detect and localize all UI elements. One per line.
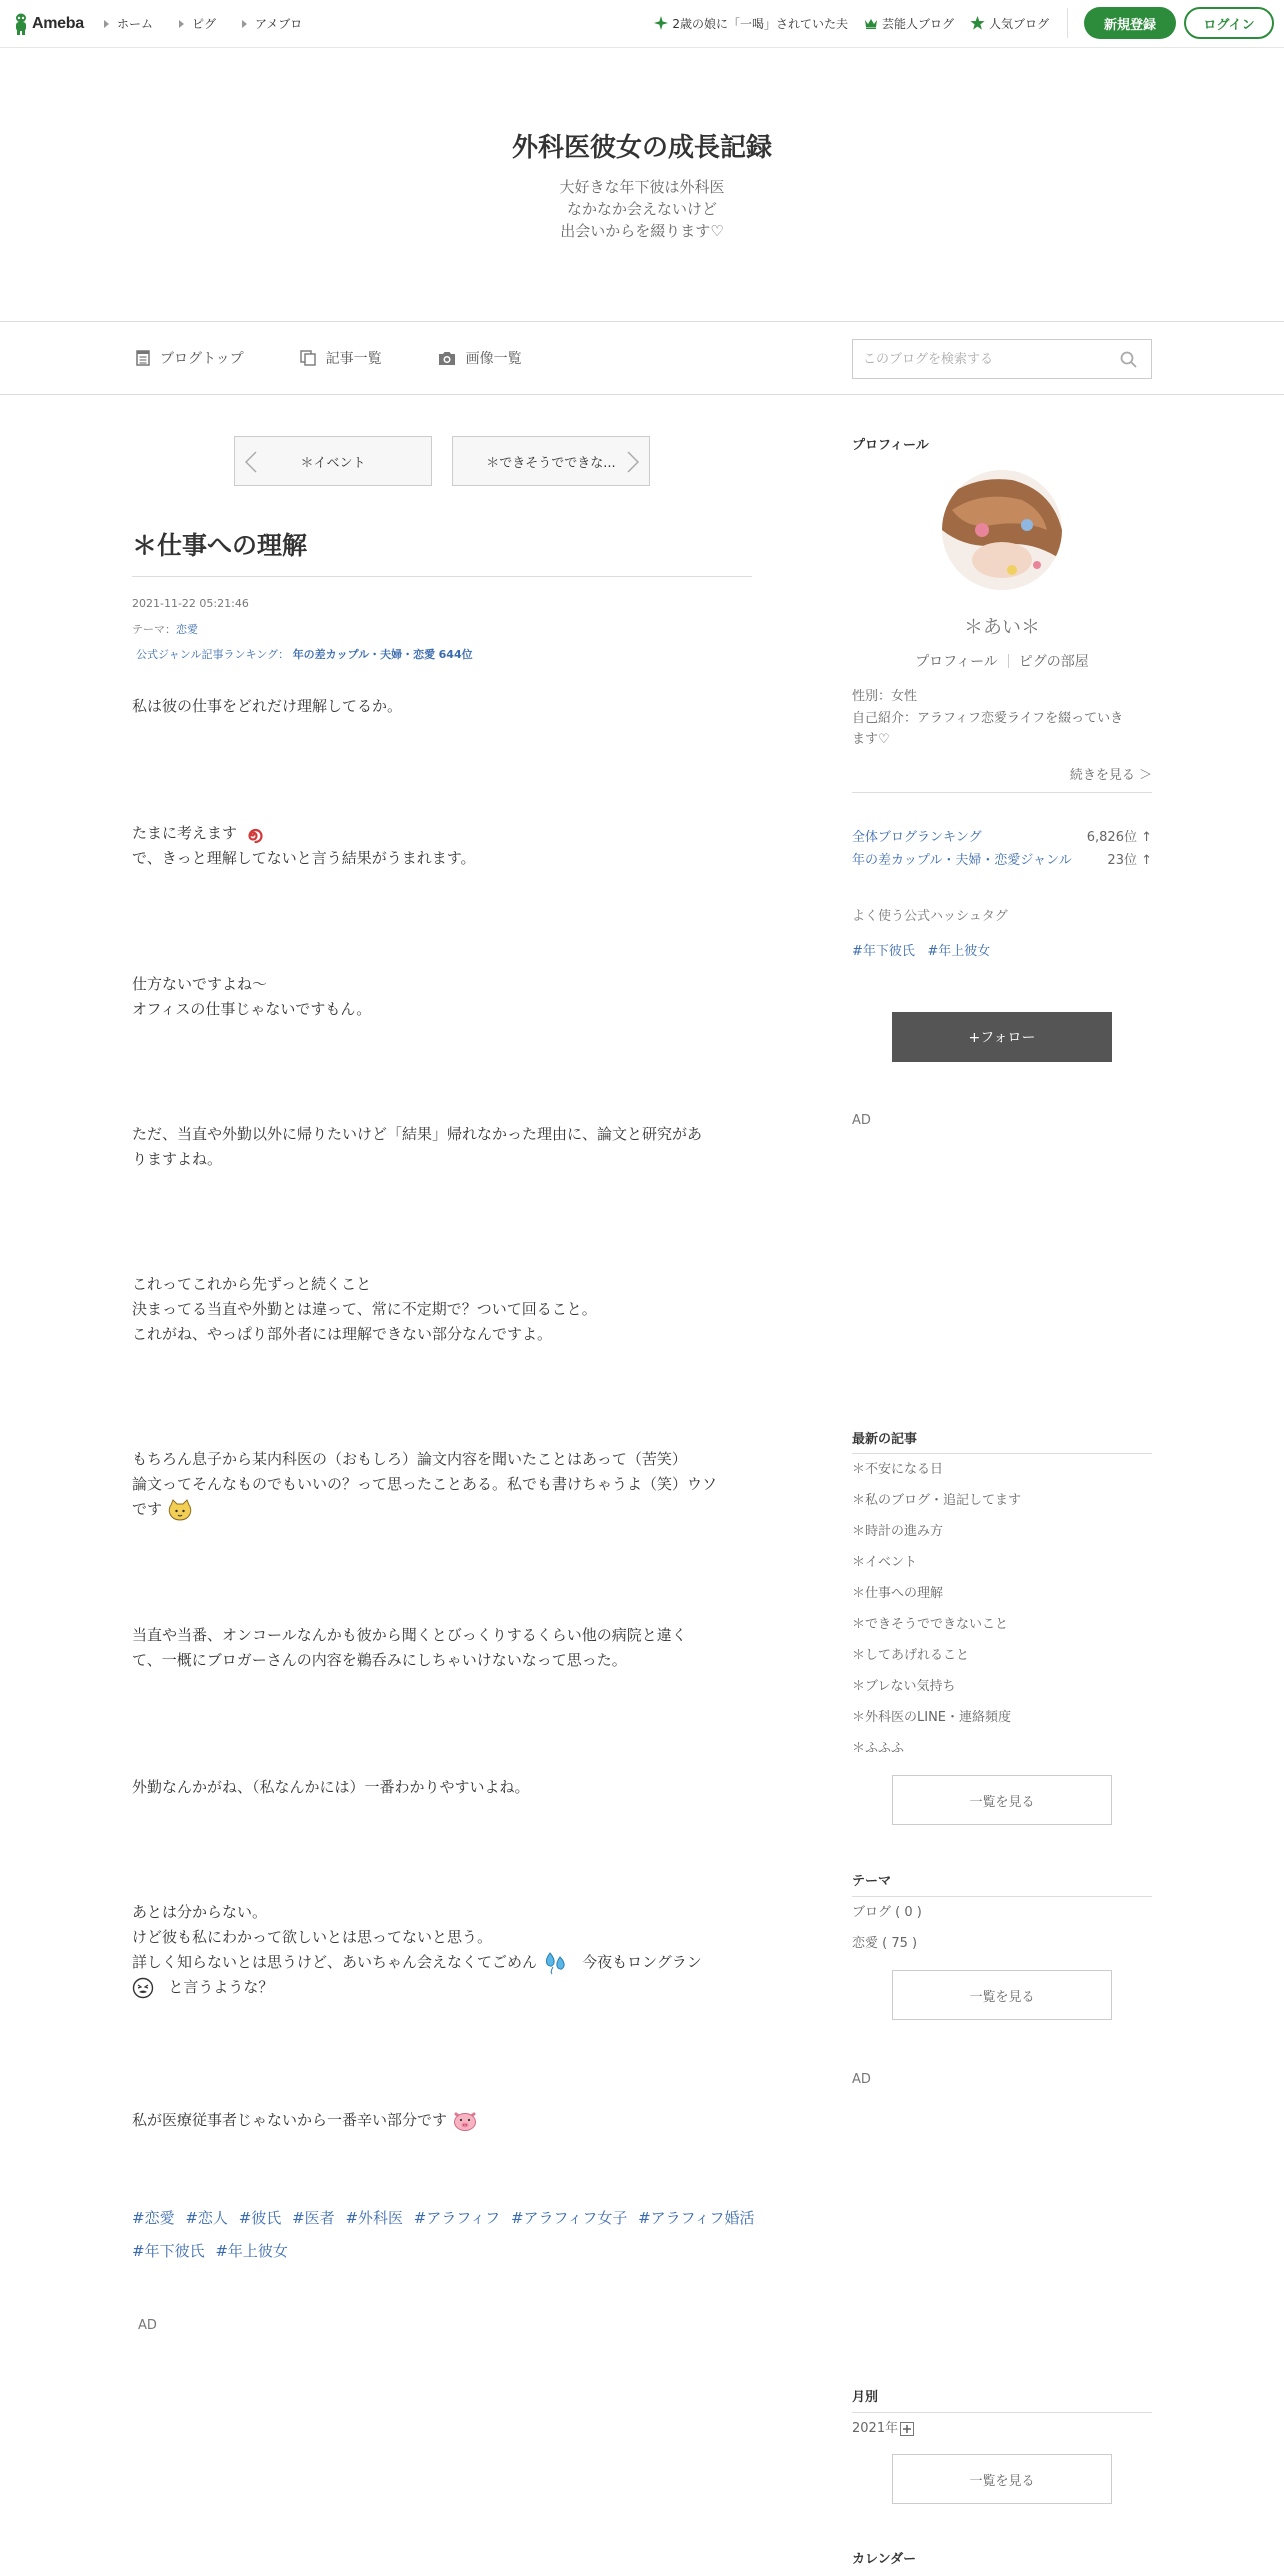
read-more-link[interactable]: 続きを見る ＞ <box>1069 768 1152 783</box>
blog-description: 大好きな年下彼は外科医 なかなか会えないけど 出会いからを綴ります♡ <box>559 178 725 240</box>
global-nav-right <box>654 7 1274 39</box>
camera-icon <box>438 351 456 366</box>
theme-item[interactable]: ブログ ( 0 ) <box>852 1905 922 1920</box>
hashtag-heading: よく使う公式ハッシュタグ <box>852 909 1008 924</box>
entry-list-link[interactable]: 記事一覧 <box>300 348 382 368</box>
blog-search <box>852 339 1152 379</box>
ameba-logo-icon <box>13 13 29 35</box>
tired-face-emoji-icon <box>132 1977 154 1999</box>
entry-paragraph: これってこれから先ずっと続くこと 決まってる当直や外勤とは違って、常に不定期で？ついて回ること。 これがね、やっぱり部外者には理解できない部分なんですよ。 <box>132 1275 597 1343</box>
caret-right-icon <box>179 20 184 28</box>
recent-item[interactable]: ＊仕事への理解 <box>852 1586 944 1601</box>
nav-pig[interactable]: ピグ <box>179 15 216 32</box>
global-nav <box>0 0 1284 48</box>
expand-plus-icon[interactable] <box>900 2422 914 2436</box>
recent-item[interactable]: ＊不安になる日 <box>852 1462 944 1477</box>
swirl-emoji-icon <box>242 823 266 845</box>
hashtag-link[interactable]: #アラフィフ女子 <box>510 2209 628 2227</box>
profile-heading: プロフィール <box>852 438 929 453</box>
entry-title[interactable]: ＊仕事への理解 <box>132 531 308 560</box>
theme-more-button[interactable]: 一覧を見る <box>892 1970 1112 2020</box>
theme-item[interactable]: 恋愛 ( 75 ) <box>852 1936 918 1951</box>
pick-popular-blog[interactable]: 人気ブログ <box>970 15 1049 32</box>
monthly-more-button[interactable]: 一覧を見る <box>892 2454 1112 2504</box>
recent-item[interactable]: ＊イベント <box>852 1555 918 1570</box>
caret-right-icon <box>104 20 109 28</box>
avatar-image <box>942 470 1062 590</box>
entry-ranking[interactable]: 公式ジャンル記事ランキング： 年の差カップル・夫婦・恋愛 644位 <box>136 648 473 661</box>
search-input[interactable] <box>853 340 1093 378</box>
chevron-right-icon <box>627 451 639 473</box>
theme-list <box>852 1897 1152 1959</box>
profile-gender: 性別：女性 <box>852 689 918 704</box>
ranking-row[interactable]: 全体ブログランキング 6,826位 ↑ <box>852 830 1152 845</box>
profile-links <box>852 651 1152 671</box>
hashtag-link[interactable]: #医者 <box>292 2209 335 2227</box>
recent-list <box>852 1454 1152 1764</box>
entry-paragraph: もちろん息子から某内科医の（おもしろ）論文内容を聞いたことはあって（苦笑） 論文ってそんなものでもいいの？って思ったことある。私でも書けちゃうよ（笑）ウソ です <box>132 1447 752 1522</box>
copy-icon <box>300 350 316 366</box>
entry-date: 2021-11-22 05:21:46 <box>132 597 249 610</box>
cat-face-emoji-icon <box>167 1499 193 1521</box>
ranking-row[interactable]: 年の差カップル・夫婦・恋愛ジャンル 23位 ↑ <box>852 853 1152 868</box>
pig-room-link[interactable]: ピグの部屋 <box>1018 654 1089 670</box>
ad-label: AD <box>852 1113 871 1128</box>
entry-theme-link[interactable]: 恋愛 <box>176 623 198 636</box>
caret-right-icon <box>242 20 247 28</box>
calendar-heading: カレンダー <box>852 2552 917 2567</box>
hashtag-link[interactable]: #恋愛 <box>132 2209 175 2227</box>
login-button[interactable]: ログイン <box>1184 7 1274 39</box>
entry-paragraph: 私が医療従事者じゃないから一番辛い部分です <box>132 2108 752 2133</box>
global-nav-links <box>104 15 328 32</box>
profile-intro: 自己紹介：アラフィフ恋愛ライフを綴っていき ます♡ <box>852 711 1124 747</box>
blog-top-link[interactable]: ブログトップ <box>136 348 244 368</box>
title-divider <box>132 576 752 577</box>
recent-item[interactable]: ＊時計の進み方 <box>852 1524 944 1539</box>
hashtag-link[interactable]: #年下彼氏 <box>132 2242 205 2260</box>
hashtag-link[interactable]: #彼氏 <box>238 2209 282 2227</box>
ameba-logo[interactable] <box>13 12 84 36</box>
monthly-heading: 月別 <box>852 2390 879 2405</box>
pick-featured-article[interactable]: 2歳の娘に「一喝」されていた夫 <box>654 15 848 32</box>
prev-entry-button[interactable]: ＊イベント <box>234 436 432 486</box>
sweat-drops-emoji-icon <box>542 1951 568 1975</box>
pig-face-emoji-icon <box>452 2110 478 2132</box>
profile-avatar[interactable] <box>942 470 1062 590</box>
hashtag-link[interactable]: #年上彼女 <box>927 944 991 959</box>
search-icon[interactable] <box>1120 351 1137 368</box>
pick-celebrity-blog[interactable]: 芸能人ブログ <box>864 15 954 32</box>
ad-label: AD <box>138 2318 157 2333</box>
hashtag-link[interactable]: #恋人 <box>185 2209 228 2227</box>
image-list-link[interactable]: 画像一覧 <box>438 348 522 368</box>
theme-heading: テーマ <box>852 1874 892 1889</box>
hashtag-link[interactable]: #年上彼女 <box>215 2242 288 2260</box>
entry-paragraph: ただ、当直や外勤以外に帰りたいけど「結果」帰れなかった理由に、論文と研究があ りますよね。 <box>132 1125 703 1168</box>
recent-item[interactable]: ＊ブレない気持ち <box>852 1679 956 1694</box>
next-entry-button[interactable]: ＊できそうでできな... <box>452 436 650 486</box>
profile-nickname[interactable]: ＊あい＊ <box>963 616 1040 638</box>
sparkle-icon <box>654 16 668 30</box>
recent-item[interactable]: ＊私のブログ・追記してます <box>852 1493 1022 1508</box>
nav-divider <box>1067 8 1068 38</box>
logo-text: Ameba <box>32 15 84 32</box>
entry-paragraph: 当直や当番、オンコールなんかも彼から聞くとびっくりするくらい他の病院と違く て、一概にブロガーさんの内容を鵜呑みにしちゃいけないなって思った。 <box>132 1626 687 1669</box>
follow-button[interactable]: +フォロー <box>892 1012 1112 1062</box>
blog-title[interactable]: 外科医彼女の成長記録 <box>511 133 772 163</box>
nav-ameblo[interactable]: アメブロ <box>242 15 302 32</box>
ad-label: AD <box>852 2072 871 2087</box>
entry-paragraph: 外勤なんかがね、（私なんかには）一番わかりやすいよね。 <box>132 1778 530 1796</box>
recent-item[interactable]: ＊できそうでできないこと <box>852 1617 1009 1632</box>
recent-item[interactable]: ＊外科医のLINE・連絡頻度 <box>852 1710 1012 1725</box>
entry-theme: テーマ：恋愛 <box>132 623 198 636</box>
hashtag-link[interactable]: #年下彼氏 <box>852 944 915 959</box>
register-button[interactable]: 新規登録 <box>1084 7 1176 39</box>
star-icon <box>970 16 985 30</box>
entry-paragraph: 私は彼の仕事をどれだけ理解してるか。 <box>132 697 403 715</box>
monthly-year[interactable]: 2021年 <box>852 2413 1152 2444</box>
link-divider <box>1008 654 1009 668</box>
monthly-list <box>852 2413 1152 2444</box>
profile-link[interactable]: プロフィール <box>915 654 998 670</box>
recent-item[interactable]: ＊してあげれること <box>852 1648 970 1663</box>
profile-divider <box>852 792 1152 793</box>
nav-home[interactable]: ホーム <box>104 15 153 32</box>
blog-nav <box>0 322 1284 395</box>
hashtag-link[interactable]: #アラフィフ婚活 <box>638 2209 755 2227</box>
entry-paragraph: たまに考えます で、きっと理解してないと言う結果がうまれます。 <box>132 824 476 867</box>
chevron-left-icon <box>245 451 257 473</box>
entry-paragraph: あとは分からない。 けど彼も私にわかって欲しいとは思ってないと思う。 詳しく知らないとは思うけど、あいちゃん会えなくてごめん 今夜もロングラン と言うような？ <box>132 1900 752 2000</box>
hashtag-link[interactable]: #外科医 <box>345 2209 404 2227</box>
recent-item[interactable]: ＊ふふふ <box>852 1741 905 1756</box>
hashtag-link[interactable]: #アラフィフ <box>413 2209 501 2227</box>
recent-more-button[interactable]: 一覧を見る <box>892 1775 1112 1825</box>
entry-hashtags <box>132 2202 762 2268</box>
sidebar-hashtags <box>852 940 990 959</box>
recent-heading: 最新の記事 <box>852 1432 918 1447</box>
entry-paragraph: 仕方ないですよね〜 オフィスの仕事じゃないですもん。 <box>132 975 372 1018</box>
blog-header <box>0 48 1284 322</box>
crown-icon <box>864 17 878 29</box>
document-icon <box>136 350 150 366</box>
